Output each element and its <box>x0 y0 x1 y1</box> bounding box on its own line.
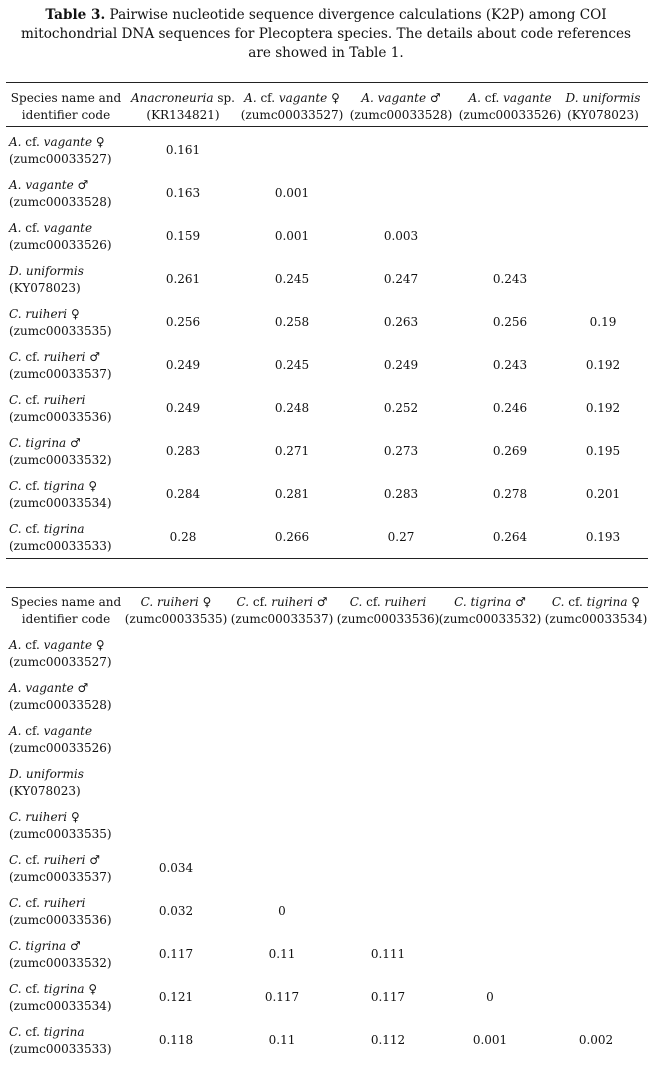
divergence-value: 0.283 <box>165 444 201 458</box>
divergence-value: 0.161 <box>165 143 201 157</box>
divergence-value: 0.002 <box>578 1033 614 1047</box>
divergence-value: 0.117 <box>264 990 300 1004</box>
divergence-value: 0.118 <box>158 1033 194 1047</box>
column-header: C. cf. ruiheri (zumc00033536) <box>336 595 440 626</box>
row-label: D. uniformis (KY078023) <box>9 264 84 295</box>
header-species-label: Species name and identifier code <box>10 595 122 626</box>
row-label: A. cf. vagante ♀ (zumc00033527) <box>9 638 112 669</box>
column-header: A. cf. vagante (zumc00033526) <box>458 91 562 122</box>
column-header: A. vagante ♂ (zumc00033528) <box>349 91 453 122</box>
row-label: C. cf. ruiheri (zumc00033536) <box>9 896 112 927</box>
column-header: Anacroneuria sp. (KR134821) <box>131 91 235 122</box>
divergence-value: 0.256 <box>165 315 201 329</box>
column-header: C. cf. tigrina ♀ (zumc00033534) <box>544 595 648 626</box>
row-label: C. cf. tigrina (zumc00033533) <box>9 1025 112 1056</box>
column-header: C. cf. ruiheri ♂ (zumc00033537) <box>230 595 334 626</box>
row-label: C. ruiheri ♀ (zumc00033535) <box>9 810 112 841</box>
divergence-value: 0.252 <box>383 401 419 415</box>
divergence-value: 0.27 <box>387 530 415 544</box>
divergence-value: 0.246 <box>492 401 528 415</box>
row-label: C. cf. ruiheri ♂ (zumc00033537) <box>9 350 112 381</box>
table1-bottom-rule <box>6 558 648 559</box>
header-species-label: Species name and identifier code <box>10 91 122 122</box>
divergence-value: 0.032 <box>158 904 194 918</box>
row-label: C. cf. tigrina ♀ (zumc00033534) <box>9 982 112 1013</box>
divergence-value: 0.121 <box>158 990 194 1004</box>
divergence-value: 0.249 <box>165 358 201 372</box>
column-header: A. cf. vagante ♀ (zumc00033527) <box>240 91 344 122</box>
row-label: A. vagante ♂ (zumc00033528) <box>9 681 112 712</box>
divergence-value: 0.258 <box>274 315 310 329</box>
divergence-value: 0.281 <box>274 487 310 501</box>
row-label: C. tigrina ♂ (zumc00033532) <box>9 939 112 970</box>
divergence-value: 0.245 <box>274 272 310 286</box>
divergence-value: 0.111 <box>370 947 406 961</box>
divergence-value: 0.256 <box>492 315 528 329</box>
column-header: D. uniformis (KY078023) <box>565 91 641 122</box>
divergence-value: 0.266 <box>274 530 310 544</box>
divergence-value: 0.163 <box>165 186 201 200</box>
divergence-value: 0.159 <box>165 229 201 243</box>
divergence-value: 0.261 <box>165 272 201 286</box>
divergence-value: 0.249 <box>383 358 419 372</box>
row-label: A. cf. vagante (zumc00033526) <box>9 724 112 755</box>
divergence-value: 0.001 <box>274 186 310 200</box>
divergence-value: 0.19 <box>589 315 617 329</box>
divergence-value: 0.249 <box>165 401 201 415</box>
divergence-value: 0.11 <box>268 947 296 961</box>
divergence-value: 0 <box>486 990 494 1004</box>
divergence-value: 0.243 <box>492 272 528 286</box>
divergence-value: 0.273 <box>383 444 419 458</box>
row-label: C. cf. tigrina (zumc00033533) <box>9 522 112 553</box>
row-label: C. ruiheri ♀ (zumc00033535) <box>9 307 112 338</box>
divergence-value: 0.117 <box>158 947 194 961</box>
row-label: A. cf. vagante ♀ (zumc00033527) <box>9 135 112 166</box>
divergence-value: 0.263 <box>383 315 419 329</box>
row-label: C. cf. tigrina ♀ (zumc00033534) <box>9 479 112 510</box>
divergence-value: 0.278 <box>492 487 528 501</box>
row-label: A. vagante ♂ (zumc00033528) <box>9 178 112 209</box>
divergence-value: 0.28 <box>169 530 197 544</box>
divergence-value: 0.247 <box>383 272 419 286</box>
divergence-value: 0.003 <box>383 229 419 243</box>
caption-label: Table 3. <box>45 7 106 23</box>
divergence-value: 0.195 <box>585 444 621 458</box>
caption-text: Pairwise nucleotide sequence divergence calculations (K2P) among COI mitochondrial DNA sequences for Plecoptera species. The details about code references are showed in Table 1. <box>21 7 631 61</box>
divergence-value: 0.117 <box>370 990 406 1004</box>
row-label: A. cf. vagante (zumc00033526) <box>9 221 112 252</box>
table-caption <box>14 6 638 63</box>
divergence-value: 0.192 <box>585 358 621 372</box>
divergence-value: 0.264 <box>492 530 528 544</box>
divergence-value: 0.193 <box>585 530 621 544</box>
divergence-value: 0.201 <box>585 487 621 501</box>
row-label: D. uniformis (KY078023) <box>9 767 84 798</box>
table2-top-rule <box>6 587 648 588</box>
divergence-value: 0 <box>278 904 286 918</box>
divergence-value: 0.284 <box>165 487 201 501</box>
divergence-value: 0.001 <box>472 1033 508 1047</box>
divergence-value: 0.245 <box>274 358 310 372</box>
divergence-value: 0.001 <box>274 229 310 243</box>
divergence-value: 0.112 <box>370 1033 406 1047</box>
column-header: C. ruiheri ♀ (zumc00033535) <box>124 595 228 626</box>
table1-top-rule <box>6 82 648 83</box>
row-label: C. cf. ruiheri (zumc00033536) <box>9 393 112 424</box>
divergence-value: 0.269 <box>492 444 528 458</box>
divergence-value: 0.192 <box>585 401 621 415</box>
divergence-value: 0.271 <box>274 444 310 458</box>
row-label: C. tigrina ♂ (zumc00033532) <box>9 436 112 467</box>
divergence-value: 0.283 <box>383 487 419 501</box>
table1-header-rule <box>6 126 648 127</box>
divergence-value: 0.248 <box>274 401 310 415</box>
divergence-value: 0.243 <box>492 358 528 372</box>
divergence-value: 0.11 <box>268 1033 296 1047</box>
column-header: C. tigrina ♂ (zumc00033532) <box>438 595 542 626</box>
row-label: C. cf. ruiheri ♂ (zumc00033537) <box>9 853 112 884</box>
divergence-value: 0.034 <box>158 861 194 875</box>
